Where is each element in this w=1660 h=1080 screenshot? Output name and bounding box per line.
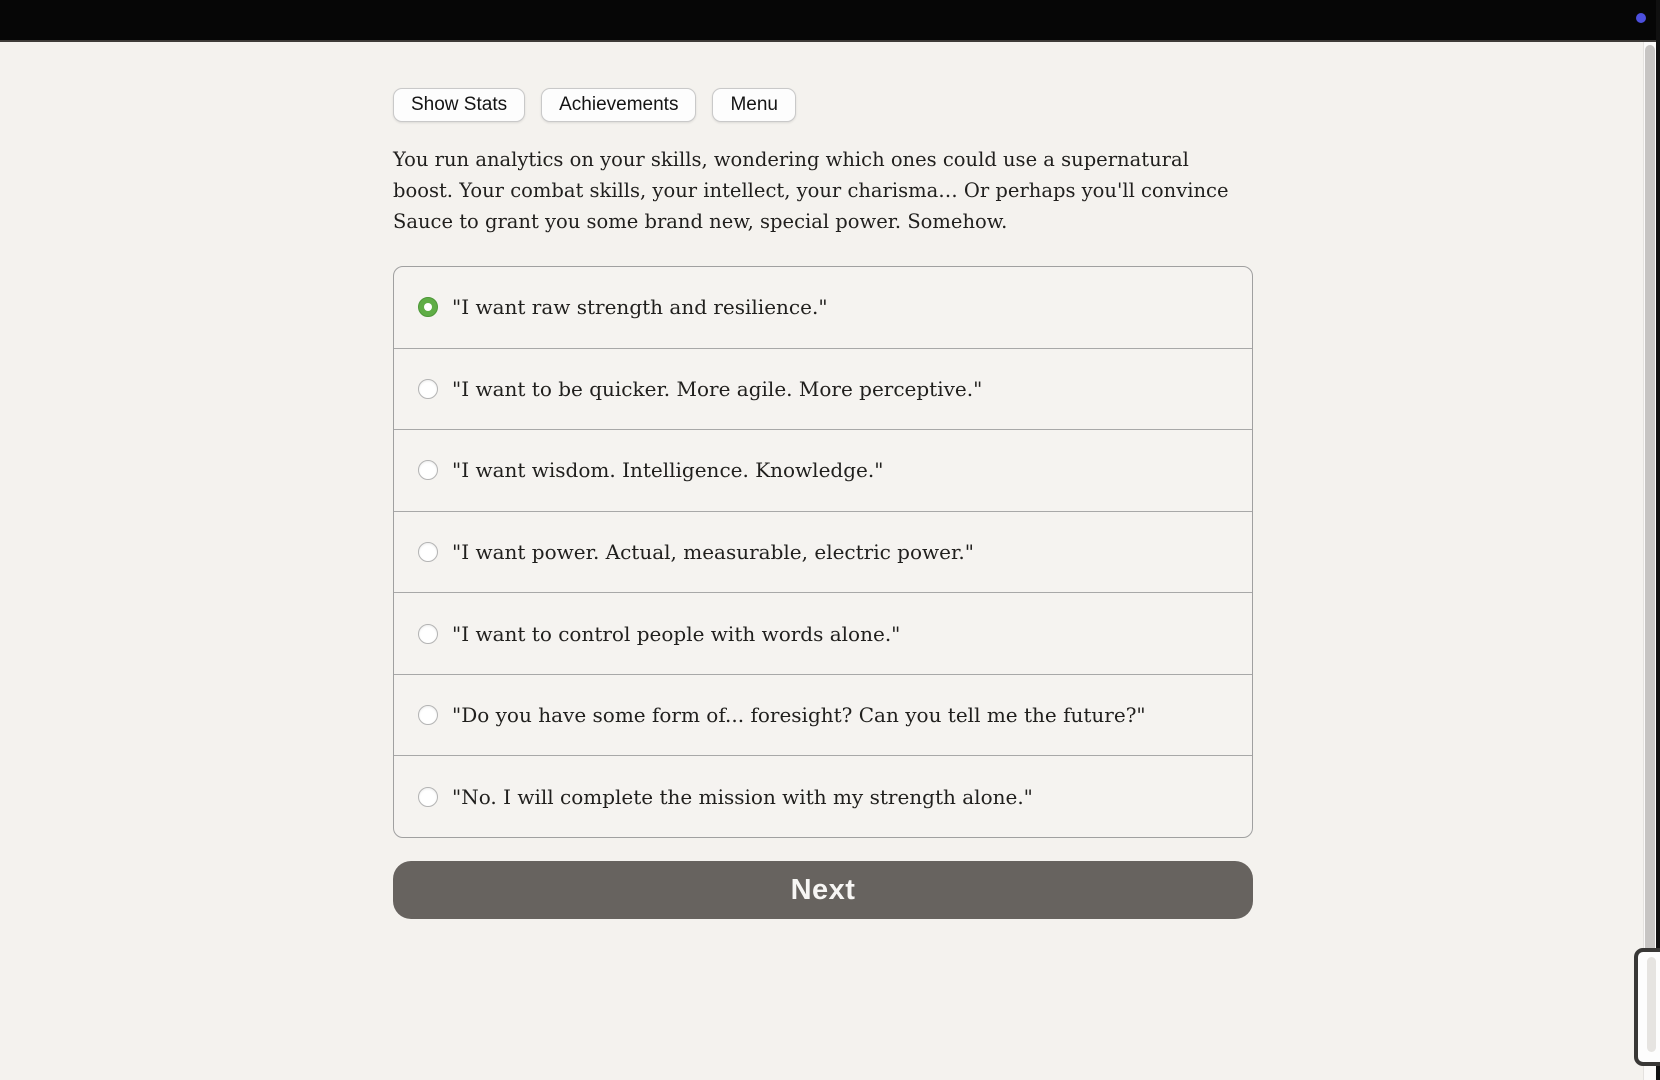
choice-label: "Do you have some form of... foresight? Can you tell me the future?": [452, 703, 1146, 728]
achievements-button[interactable]: Achievements: [541, 88, 696, 122]
radio-dot-icon: [424, 466, 432, 474]
choice-option[interactable]: [394, 511, 1252, 593]
screen-edge-strip: [1656, 0, 1660, 1080]
choice-option[interactable]: [394, 674, 1252, 756]
radio-dot-icon: [424, 711, 432, 719]
radio-dot-icon: [424, 303, 432, 311]
game-toolbar: [393, 88, 1253, 122]
show-stats-button[interactable]: Show Stats: [393, 88, 525, 122]
choice-option[interactable]: [394, 429, 1252, 511]
choice-label: "I want raw strength and resilience.": [452, 295, 828, 320]
corner-overlay-scrollbar-icon: [1647, 957, 1656, 1052]
choice-label: "I want to be quicker. More agile. More perceptive.": [452, 376, 983, 401]
radio-button-icon[interactable]: [418, 297, 438, 317]
top-black-bar: [0, 0, 1660, 42]
radio-button-icon[interactable]: [418, 542, 438, 562]
radio-button-icon[interactable]: [418, 460, 438, 480]
choice-label: "I want wisdom. Intelligence. Knowledge.": [452, 458, 884, 483]
next-button[interactable]: Next: [393, 861, 1253, 919]
radio-button-icon[interactable]: [418, 787, 438, 807]
menu-button[interactable]: Menu: [712, 88, 796, 122]
choice-label: "No. I will complete the mission with my strength alone.": [452, 784, 1033, 809]
choice-list: [393, 266, 1253, 838]
choice-option[interactable]: [394, 755, 1252, 837]
content-column: [393, 88, 1253, 919]
radio-button-icon[interactable]: [418, 705, 438, 725]
radio-dot-icon: [424, 385, 432, 393]
radio-button-icon[interactable]: [418, 624, 438, 644]
radio-dot-icon: [424, 548, 432, 556]
radio-button-icon[interactable]: [418, 379, 438, 399]
status-dot-icon: [1636, 13, 1646, 23]
choice-label: "I want power. Actual, measurable, electric power.": [452, 540, 974, 565]
choice-option[interactable]: [394, 592, 1252, 674]
narrative-paragraph: You run analytics on your skills, wondering which ones could use a supernatural boost. Your combat skills, your intellect, your charisma… Or perhaps you'll convince Sauce to grant you some brand new, special power. Somehow.: [393, 148, 1229, 233]
radio-dot-icon: [424, 630, 432, 638]
scrollbar-thumb[interactable]: [1645, 45, 1655, 1050]
choice-option[interactable]: [394, 348, 1252, 430]
choice-label: "I want to control people with words alone.": [452, 621, 901, 646]
radio-dot-icon: [424, 793, 432, 801]
choice-option[interactable]: [394, 267, 1252, 348]
